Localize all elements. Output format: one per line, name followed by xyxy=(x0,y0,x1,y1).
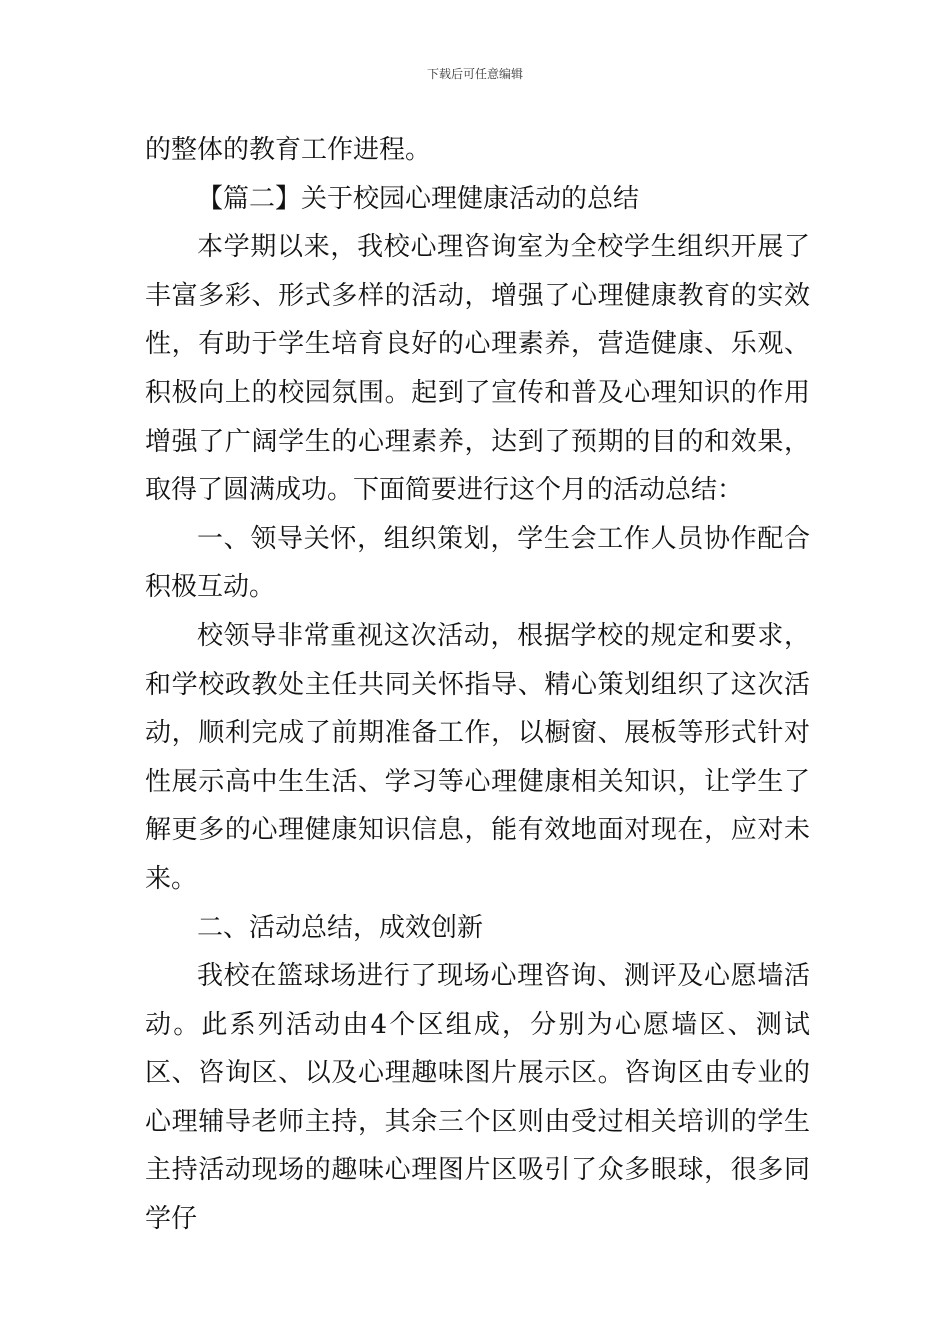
section-title: 【篇二】关于校园心理健康活动的总结 xyxy=(197,183,640,214)
paragraph-activities: 我校在篮球场进行了现场心理咨询、测评及心愿墙活动。此系列活动由4个区组成，分别为心愿墙区、测试区、咨询区、以及心理趣味图片展示区。咨询区由专业的心理辅导老师主持，其余三个区则由受过相关培训的学生主持活动现场的趣味心理图片区吸引了众多眼球，很多同学仔 xyxy=(145,961,810,1235)
heading-part-two: 二、活动总结，成效创新 xyxy=(197,912,484,943)
paragraph-intro-tail: 的整体的教育工作进程。 xyxy=(145,135,432,165)
document-body xyxy=(145,126,810,1244)
paragraph-overview: 本学期以来，我校心理咨询室为全校学生组织开展了丰富多彩、形式多样的活动，增强了心理健康教育的实效性，有助于学生培育良好的心理素养，营造健康、乐观、积极向上的校园氛围。起到了宣传和普及心理知识的作用增强了广阔学生的心理素养，达到了预期的目的和效果，取得了圆满成功。下面简要进行这个月的活动总结： xyxy=(145,232,810,506)
paragraph-leadership: 校领导非常重视这次活动，根据学校的规定和要求，和学校政教处主任共同关怀指导、精心策划组织了这次活动，顺利完成了前期准备工作，以橱窗、展板等形式针对性展示高中生生活、学习等心理健康相关知识，让学生了解更多的心理健康知识信息，能有效地面对现在，应对未来。 xyxy=(145,620,810,894)
page-header: 下载后可任意编辑 xyxy=(426,67,523,81)
heading-part-one: 一、领导关怀，组织策划，学生会工作人员协作配合积极互动。 xyxy=(145,523,810,603)
